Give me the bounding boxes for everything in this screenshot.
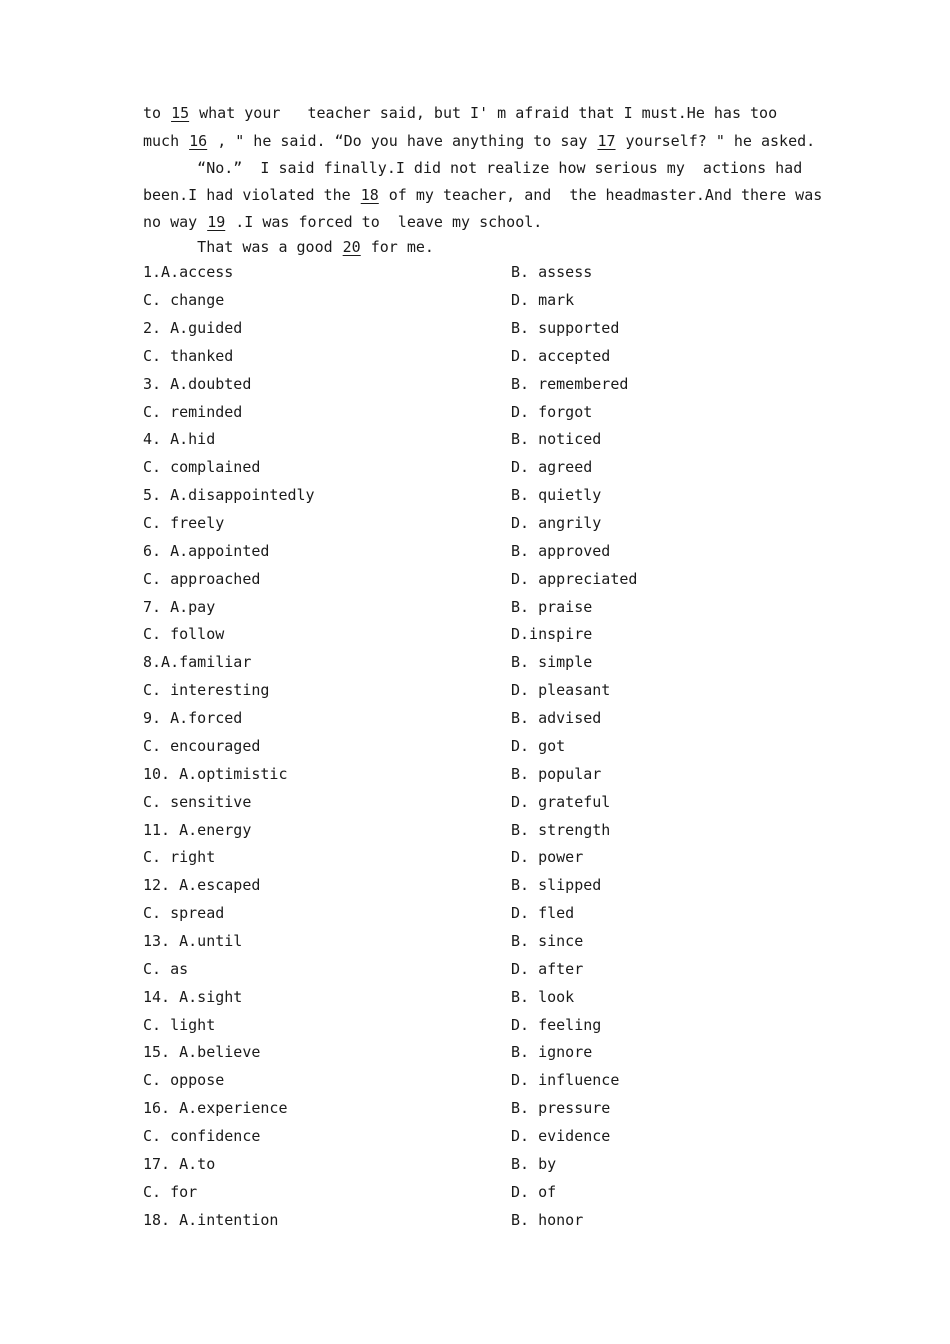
option-right: B. approved — [511, 542, 611, 560]
blank-15: 15 — [171, 104, 190, 122]
option-left: C. encouraged — [143, 737, 261, 755]
passage-text: of my teacher, and the headmaster.And there was — [388, 186, 823, 204]
option-right: B. quietly — [511, 486, 602, 504]
option-right: B. look — [511, 988, 575, 1006]
passage-line-1 — [143, 103, 803, 123]
option-right: D. fled — [511, 904, 575, 922]
option-left: C. change — [143, 291, 225, 309]
passage-text: , " he said. “Do you have anything to say — [217, 132, 588, 150]
option-right: D. influence — [511, 1071, 620, 1089]
option-right: D. of — [511, 1183, 557, 1201]
option-left: C. right — [143, 848, 216, 866]
option-right: D. evidence — [511, 1127, 611, 1145]
option-left: C. complained — [143, 458, 261, 476]
option-right: B. by — [511, 1155, 557, 1173]
option-right: B. strength — [511, 821, 611, 839]
option-left: 14. A.sight — [143, 988, 243, 1006]
blank-19: 19 — [207, 213, 226, 231]
option-right: B. simple — [511, 653, 593, 671]
option-right: D. feeling — [511, 1016, 602, 1034]
option-left: 10. A.optimistic — [143, 765, 288, 783]
passage-text: That was a good — [143, 238, 333, 256]
option-right: B. ignore — [511, 1043, 593, 1061]
option-right: B. remembered — [511, 375, 629, 393]
passage-line-5 — [143, 212, 803, 232]
passage-line-3 — [143, 158, 803, 178]
passage-text: been.I had violated the — [143, 186, 351, 204]
option-left: C. follow — [143, 625, 225, 643]
option-left: C. light — [143, 1016, 216, 1034]
option-left: 5. A.disappointedly — [143, 486, 315, 504]
option-left: 7. A.pay — [143, 598, 216, 616]
option-right: D. agreed — [511, 458, 593, 476]
option-right: D. after — [511, 960, 584, 978]
option-right: B. since — [511, 932, 584, 950]
option-right: D. power — [511, 848, 584, 866]
option-left: C. as — [143, 960, 189, 978]
option-left: 11. A.energy — [143, 821, 252, 839]
blank-17: 17 — [597, 132, 616, 150]
option-left: 16. A.experience — [143, 1099, 288, 1117]
option-left: 12. A.escaped — [143, 876, 261, 894]
blank-20: 20 — [342, 238, 361, 256]
option-right: B. popular — [511, 765, 602, 783]
option-left: 8.A.familiar — [143, 653, 252, 671]
option-right: B. slipped — [511, 876, 602, 894]
option-right: B. supported — [511, 319, 620, 337]
option-left: C. approached — [143, 570, 261, 588]
option-left: 13. A.until — [143, 932, 243, 950]
option-left: 2. A.guided — [143, 319, 243, 337]
option-left: 17. A.to — [143, 1155, 216, 1173]
option-left: C. oppose — [143, 1071, 225, 1089]
option-right: D.inspire — [511, 625, 593, 643]
option-left: 1.A.access — [143, 263, 234, 281]
option-right: D. accepted — [511, 347, 611, 365]
option-left: C. for — [143, 1183, 198, 1201]
option-left: C. reminded — [143, 403, 243, 421]
option-right: D. angrily — [511, 514, 602, 532]
option-left: 6. A.appointed — [143, 542, 270, 560]
option-right: D. forgot — [511, 403, 593, 421]
passage-text: much — [143, 132, 180, 150]
option-left: C. sensitive — [143, 793, 252, 811]
option-left: C. interesting — [143, 681, 270, 699]
passage-text: yourself? " he asked. — [625, 132, 816, 150]
option-right: D. appreciated — [511, 570, 638, 588]
option-right: D. mark — [511, 291, 575, 309]
option-right: B. pressure — [511, 1099, 611, 1117]
option-right: D. got — [511, 737, 566, 755]
option-left: C. freely — [143, 514, 225, 532]
blank-18: 18 — [360, 186, 379, 204]
option-right: D. pleasant — [511, 681, 611, 699]
option-left: 15. A.believe — [143, 1043, 261, 1061]
option-right: B. praise — [511, 598, 593, 616]
option-left: C. thanked — [143, 347, 234, 365]
option-left: 4. A.hid — [143, 430, 216, 448]
passage-line-4 — [143, 185, 823, 205]
option-left: 9. A.forced — [143, 709, 243, 727]
option-right: B. noticed — [511, 430, 602, 448]
option-left: C. confidence — [143, 1127, 261, 1145]
passage-text: no way — [143, 213, 198, 231]
option-right: D. grateful — [511, 793, 611, 811]
passage-text: to — [143, 104, 162, 122]
blank-16: 16 — [189, 132, 208, 150]
option-left: C. spread — [143, 904, 225, 922]
passage-line-6 — [143, 237, 803, 257]
passage-text: what your teacher said, but I' m afraid that I must.He has too — [199, 104, 778, 122]
option-right: B. advised — [511, 709, 602, 727]
option-right: B. honor — [511, 1211, 584, 1229]
option-right: B. assess — [511, 263, 593, 281]
option-left: 3. A.doubted — [143, 375, 252, 393]
option-left: 18. A.intention — [143, 1211, 279, 1229]
passage-text: .I was forced to leave my school. — [235, 213, 543, 231]
passage-text: for me. — [370, 238, 434, 256]
passage-text: “No.” I said finally.I did not realize how serious my actions had — [143, 159, 803, 177]
passage-line-2 — [143, 131, 816, 151]
